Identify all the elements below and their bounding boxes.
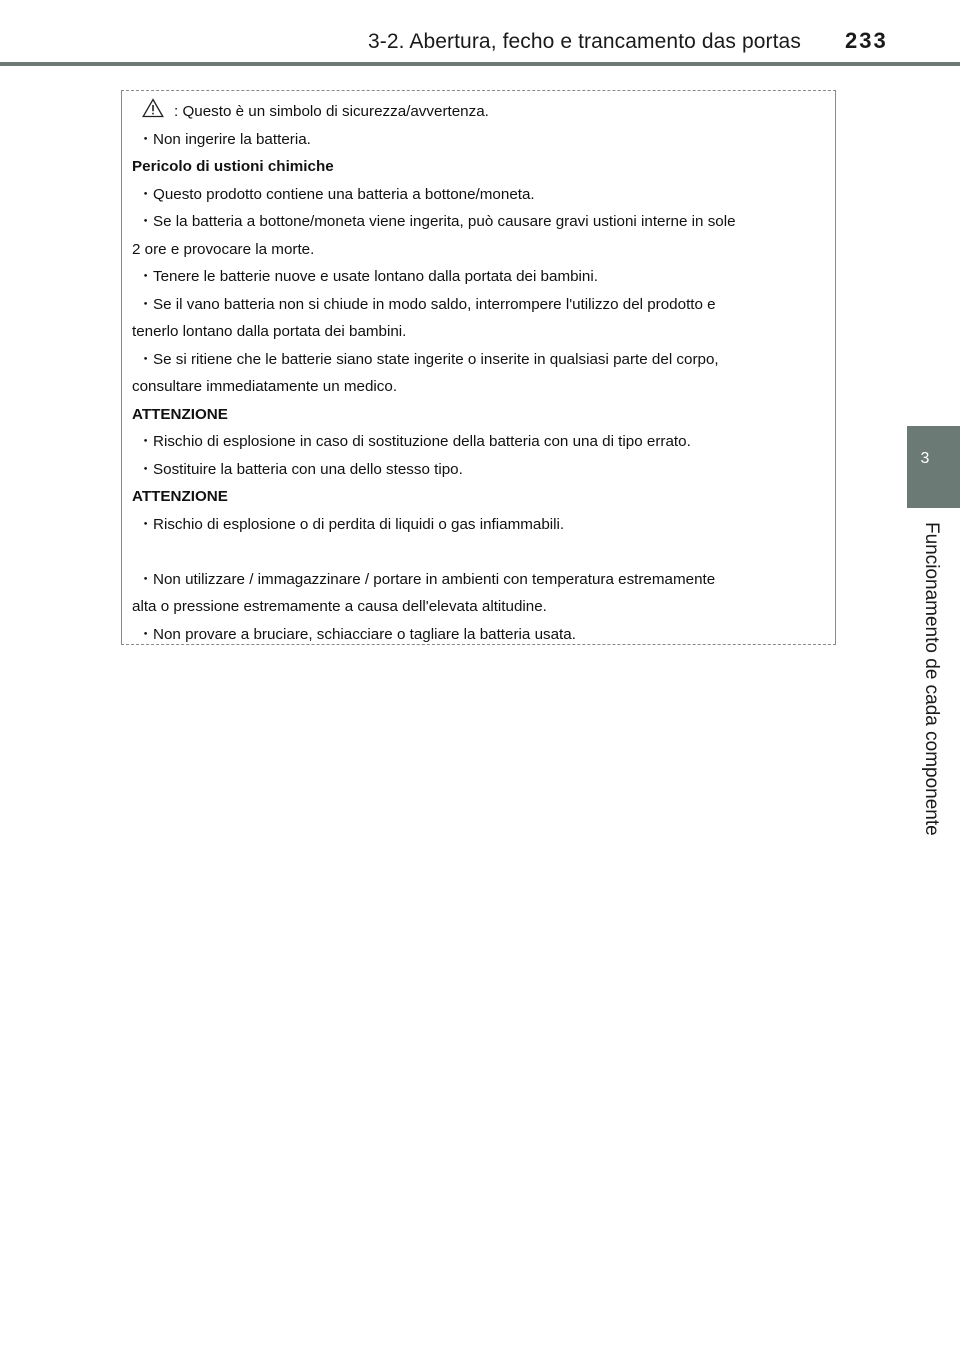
list-item-text: Tenere le batterie nuove e usate lontano dalla portata dei bambini.	[153, 268, 598, 285]
list-item	[132, 346, 822, 374]
list-item-continuation: tenerlo lontano dalla portata dei bambini.	[132, 323, 407, 340]
list-item-text: Se il vano batteria non si chiude in modo saldo, interrompere l'utilizzo del prodotto e	[153, 295, 716, 313]
bullet: ・	[138, 213, 154, 230]
list-item-text: Questo prodotto contiene una batteria a bottone/moneta.	[153, 185, 535, 203]
blank-line	[132, 538, 822, 566]
chapter-number: 3	[920, 450, 930, 467]
section-heading: Pericolo di ustioni chimiche	[132, 158, 334, 175]
safety-symbol-line	[132, 98, 822, 126]
list-item-continuation: alta o pressione estremamente a causa dell'elevata altitudine.	[132, 598, 547, 615]
battery-warning-content	[132, 98, 822, 648]
chapter-label: Funcionamento de cada componente	[921, 522, 942, 836]
list-item	[132, 291, 822, 319]
list-item-text: Rischio di esplosione o di perdita di liquidi o gas infiammabili.	[153, 515, 565, 533]
list-item-continuation: 2 ore e provocare la morte.	[132, 240, 315, 258]
list-item-text: Se la batteria a bottone/moneta viene ingerita, può causare gravi ustioni interne in sole	[153, 213, 736, 230]
list-item	[132, 566, 822, 594]
bullet: ・	[138, 130, 154, 148]
section-title: 3-2. Abertura, fecho e trancamento das portas	[368, 30, 801, 53]
list-item-text: Non utilizzare / immagazzinare / portare in ambienti con temperatura estremamente	[153, 570, 716, 588]
bullet: ・	[138, 268, 154, 285]
list-item-text: Non provare a bruciare, schiacciare o tagliare la batteria usata.	[153, 625, 576, 643]
list-item	[132, 428, 822, 456]
list-item	[132, 511, 822, 539]
list-item-continuation: consultare immediatamente un medico.	[132, 378, 398, 395]
list-item	[132, 456, 822, 484]
bullet: ・	[138, 185, 154, 203]
page-number: 233	[845, 28, 888, 53]
list-item	[132, 621, 822, 649]
bullet: ・	[138, 433, 154, 450]
warning-triangle-icon	[142, 98, 164, 118]
bullet: ・	[138, 460, 154, 478]
bullet: ・	[138, 350, 154, 368]
list-item	[132, 181, 822, 209]
list-item	[132, 126, 822, 154]
list-item-text: Se si ritiene che le batterie siano state ingerite o inserite in qualsiasi parte del corpo,	[153, 350, 719, 368]
bullet: ・	[138, 625, 154, 643]
section-heading: ATTENZIONE	[132, 488, 228, 505]
list-item-text: Rischio di esplosione in caso di sostituzione della batteria con una di tipo errato.	[153, 433, 691, 450]
bullet: ・	[138, 515, 154, 533]
list-item	[132, 208, 822, 236]
section-heading: ATTENZIONE	[132, 405, 228, 423]
bullet: ・	[138, 295, 154, 313]
list-item-text: Sostituire la batteria con una dello stesso tipo.	[153, 460, 463, 478]
bullet: ・	[138, 570, 154, 588]
list-item	[132, 263, 822, 291]
list-item-text: Non ingerire la batteria.	[153, 130, 311, 148]
header-divider	[0, 62, 960, 66]
safety-symbol-text: : Questo è un simbolo di sicurezza/avvertenza.	[174, 103, 489, 120]
